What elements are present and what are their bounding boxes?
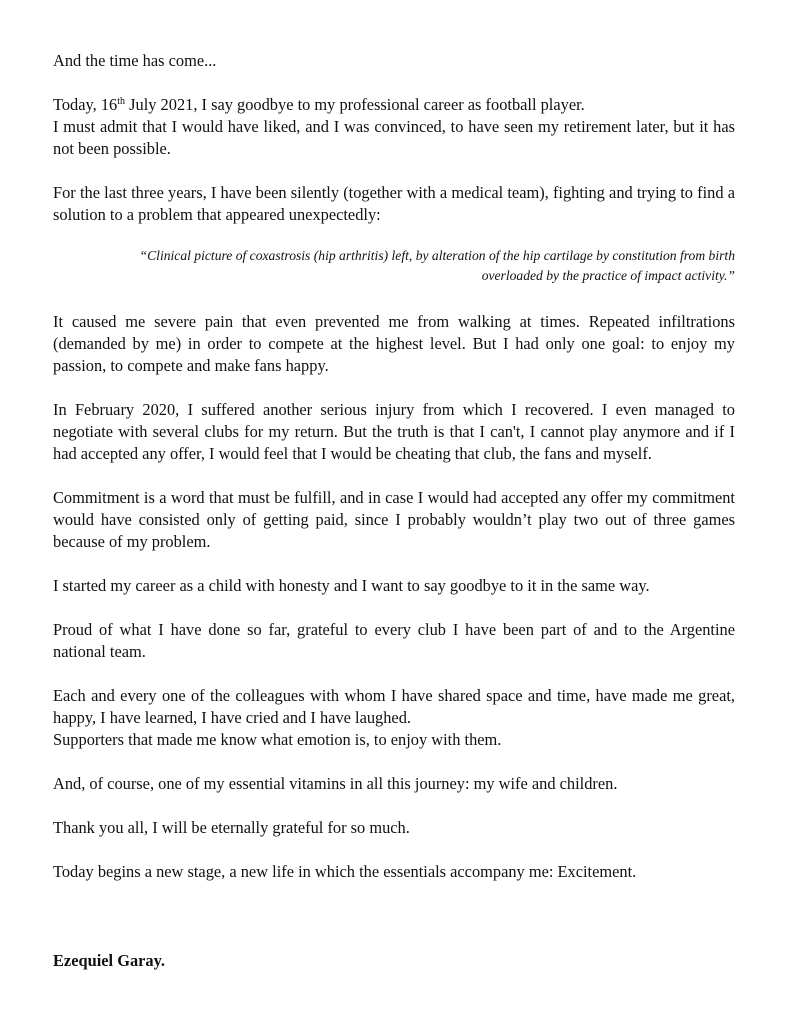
paragraph-injury: In February 2020, I suffered another serious injury from which I recovered. I even managed to negotiate with several clubs for my return. But the truth is that I can't, I cannot play anymore and if I had accepted any offer, I would feel that I would be cheating that club, the fans and myself.	[53, 400, 735, 463]
quote-line-2: overloaded by the practice of impact activity.”	[481, 268, 735, 283]
supporters-line: Supporters that made me know what emotion is, to enjoy with them.	[53, 730, 502, 749]
paragraph-career-start: I started my career as a child with honesty and I want to say goodbye to it in the same way.	[53, 576, 650, 595]
paragraph-medical-fight: For the last three years, I have been silently (together with a medical team), fighting and trying to find a solution to a problem that appeared unexpectedly:	[53, 183, 735, 224]
signature-name: Ezequiel Garay.	[53, 951, 165, 970]
retirement-later-line: I must admit that I would have liked, and I was convinced, to have seen my retirement later, but it has not been possible.	[53, 117, 735, 158]
opening-line: And the time has come...	[53, 51, 217, 70]
paragraph-colleagues	[53, 685, 735, 751]
paragraph-new-stage: Today begins a new stage, a new life in which the essentials accompany me: Excitement.	[53, 862, 637, 881]
quote-line-1: “Clinical picture of coxastrosis (hip arthritis) left, by alteration of the hip cartilage by constitution from birth	[139, 248, 735, 263]
medical-diagnosis-quote	[53, 246, 735, 286]
announcement-text: July 2021, I say goodbye to my professional career as football player.	[125, 95, 585, 114]
paragraph-retirement-announcement	[53, 94, 735, 160]
date-ordinal-suffix: th	[117, 96, 126, 107]
paragraph-pain: It caused me severe pain that even prevented me from walking at times. Repeated infiltrations (demanded by me) in order to compete at the highest level. But I had only one goal: to enjoy my passion, to compete and make fans happy.	[53, 312, 735, 375]
announcement-date-start: Today, 16	[53, 95, 118, 114]
letter-body	[53, 50, 735, 905]
paragraph-thanks: Thank you all, I will be eternally grateful for so much.	[53, 818, 410, 837]
colleagues-line: Each and every one of the colleagues with whom I have shared space and time, have made me great, happy, I have learned, I have cried and I have laughed.	[53, 686, 735, 727]
paragraph-family: And, of course, one of my essential vitamins in all this journey: my wife and children.	[53, 774, 618, 793]
paragraph-commitment: Commitment is a word that must be fulfill, and in case I would had accepted any offer my commitment would have consisted only of getting paid, since I probably wouldn’t play two out of three games because of my problem.	[53, 488, 735, 551]
paragraph-gratitude-clubs: Proud of what I have done so far, grateful to every club I have been part of and to the Argentine national team.	[53, 620, 735, 661]
announcement-line	[53, 94, 735, 116]
